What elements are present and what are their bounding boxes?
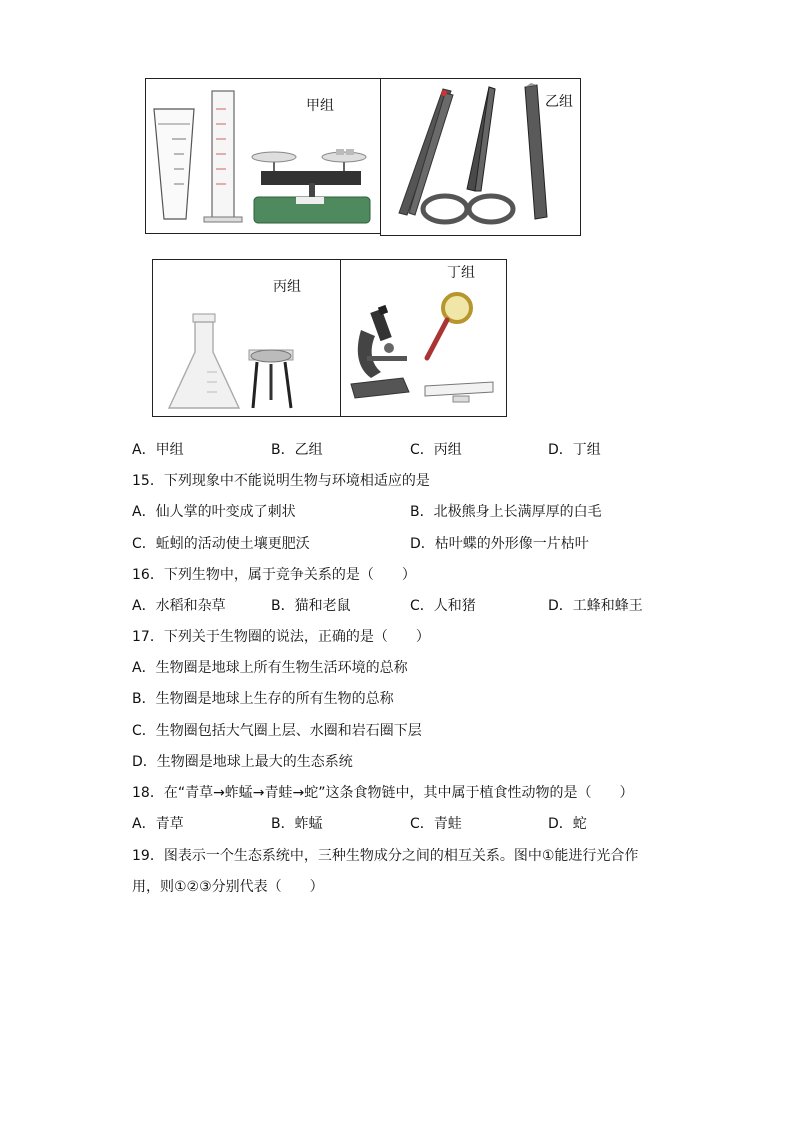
q18-option-d: D．蛇 [548,816,587,832]
q18-option-a: A．青草 [132,816,184,832]
q16-option-c: C．人和猪 [410,598,476,614]
q18-option-c: C．青蛙 [410,816,462,832]
group-c-label: 丙组 [273,279,301,295]
figure-panel-group-a [145,78,381,234]
q14-option-d: D．丁组 [548,442,601,458]
q15-option-b: B．北极熊身上长满厚厚的白毛 [410,504,602,520]
group-a-label: 甲组 [306,98,334,114]
group-d-label: 丁组 [447,265,475,281]
q14-option-b: B．乙组 [271,442,323,458]
figure-panel-group-d [340,259,507,417]
q15-option-d: D．枯叶蝶的外形像一片枯叶 [410,536,589,552]
q15-stem: 15．下列现象中不能说明生物与环境相适应的是 [132,473,430,489]
q15-option-a: A．仙人掌的叶变成了刺状 [132,504,296,520]
microscope-and-magnifier-image [341,260,506,416]
q16-stem: 16．下列生物中，属于竞争关系的是（ ） [132,567,416,583]
q14-option-c: C．丙组 [410,442,462,458]
figure-panel-group-c [152,259,342,417]
q14-option-a: A．甲组 [132,442,184,458]
flask-and-tripod-image [153,260,341,416]
q15-option-c: C．蚯蚓的活动使土壤更肥沃 [132,536,310,552]
q17-option-c: C．生物圈包括大气圈上层、水圈和岩石圈下层 [132,723,422,739]
q16-option-d: D．工蜂和蜂王 [548,598,643,614]
q17-stem: 17．下列关于生物圈的说法，正确的是（ ） [132,629,430,645]
group-b-label: 乙组 [545,94,573,110]
measuring-instruments-image [146,79,380,233]
q17-option-d: D．生物圈是地球上最大的生态系统 [132,754,353,770]
q17-option-a: A．生物圈是地球上所有生物生活环境的总称 [132,660,408,676]
q17-option-b: B．生物圈是地球上生存的所有生物的总称 [132,691,394,707]
q19-stem-line2: 用，则①②③分别代表（ ） [132,879,324,895]
q18-stem: 18．在“青草→蚱蜢→青蛙→蛇”这条食物链中，其中属于植食性动物的是（ ） [132,785,634,801]
q19-stem-line1: 19．图表示一个生态系统中，三种生物成分之间的相互关系。图中①能进行光合作 [132,848,639,864]
figure-panel-group-b [380,78,581,236]
q16-option-a: A．水稻和杂草 [132,598,226,614]
q18-option-b: B．蚱蜢 [271,816,323,832]
q16-option-b: B．猫和老鼠 [271,598,351,614]
